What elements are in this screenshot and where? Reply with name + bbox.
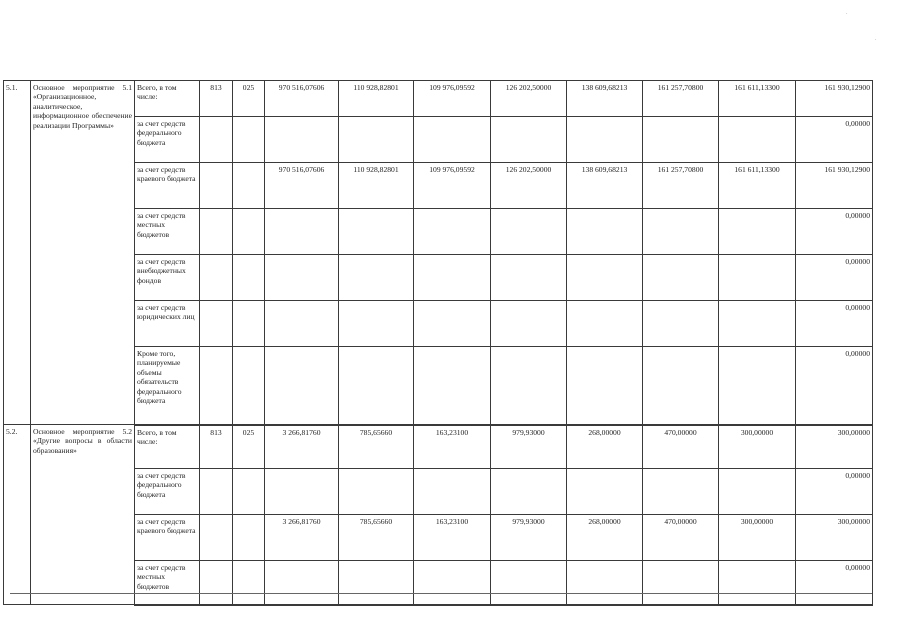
section-code (233, 255, 265, 301)
amount-cell (414, 301, 491, 347)
grbs-code: 813 (200, 425, 233, 469)
amount-cell: 161 257,70800 (643, 163, 719, 209)
amount-cell (567, 347, 643, 425)
bottom-rule (10, 593, 872, 594)
section-code (233, 117, 265, 163)
amount-cell (491, 255, 567, 301)
amount-cell: 126 202,50000 (491, 163, 567, 209)
amount-cell: 0,00000 (796, 117, 873, 163)
amount-cell (339, 469, 414, 515)
amount-cell (719, 347, 796, 425)
grbs-code: 813 (200, 81, 233, 117)
amount-cell (491, 469, 567, 515)
funding-source: Кроме того, планируемые объемы обязательств федерального бюджета (135, 347, 200, 425)
budget-table (3, 80, 873, 606)
amount-cell (265, 469, 339, 515)
amount-cell: 110 928,82801 (339, 81, 414, 117)
grbs-code (200, 255, 233, 301)
amount-cell: 163,23100 (414, 515, 491, 561)
amount-cell: 0,00000 (796, 469, 873, 515)
amount-cell: 470,00000 (643, 425, 719, 469)
amount-cell (643, 469, 719, 515)
amount-cell (339, 117, 414, 163)
amount-cell: 110 928,82801 (339, 163, 414, 209)
grbs-code (200, 561, 233, 605)
amount-cell (719, 117, 796, 163)
amount-cell (719, 209, 796, 255)
section-code (233, 469, 265, 515)
table-row (4, 469, 873, 515)
amount-cell: 979,93000 (491, 515, 567, 561)
amount-cell: 161 611,13300 (719, 81, 796, 117)
table-row (4, 515, 873, 561)
measure-description: Основное мероприятие 5.2 «Другие вопросы в области образования» (31, 425, 135, 605)
funding-source: за счет средств местных бюджетов (135, 209, 200, 255)
section-code (233, 209, 265, 255)
amount-cell (643, 255, 719, 301)
amount-cell: 161 930,12900 (796, 163, 873, 209)
amount-cell (643, 209, 719, 255)
funding-source: Всего, в том числе: (135, 81, 200, 117)
amount-cell (265, 347, 339, 425)
amount-cell (414, 255, 491, 301)
table-row (4, 81, 873, 117)
amount-cell: 109 976,09592 (414, 81, 491, 117)
amount-cell: 268,00000 (567, 515, 643, 561)
funding-source: за счет средств федерального бюджета (135, 469, 200, 515)
amount-cell (414, 209, 491, 255)
funding-source: за счет средств краевого бюджета (135, 515, 200, 561)
amount-cell: 300,00000 (719, 425, 796, 469)
section-code (233, 301, 265, 347)
amount-cell (414, 561, 491, 605)
amount-cell (265, 209, 339, 255)
amount-cell: 138 609,68213 (567, 81, 643, 117)
amount-cell: 161 611,13300 (719, 163, 796, 209)
amount-cell (265, 117, 339, 163)
scan-speck: . (846, 10, 848, 16)
grbs-code (200, 163, 233, 209)
table-row (4, 163, 873, 209)
table-row (4, 301, 873, 347)
section-code: 025 (233, 81, 265, 117)
table-row (4, 425, 873, 469)
amount-cell: 785,65660 (339, 515, 414, 561)
amount-cell (491, 561, 567, 605)
amount-cell (491, 209, 567, 255)
grbs-code (200, 515, 233, 561)
amount-cell (414, 347, 491, 425)
amount-cell: 970 516,07606 (265, 163, 339, 209)
amount-cell (339, 561, 414, 605)
section-code (233, 163, 265, 209)
amount-cell: 268,00000 (567, 425, 643, 469)
table-row (4, 255, 873, 301)
amount-cell (719, 469, 796, 515)
table-row (4, 117, 873, 163)
amount-cell: 161 930,12900 (796, 81, 873, 117)
scan-speck: . (875, 36, 877, 42)
amount-cell: 979,93000 (491, 425, 567, 469)
amount-cell: 785,65660 (339, 425, 414, 469)
amount-cell (265, 561, 339, 605)
amount-cell (643, 347, 719, 425)
amount-cell: 300,00000 (796, 425, 873, 469)
amount-cell (339, 255, 414, 301)
amount-cell (339, 301, 414, 347)
amount-cell (414, 117, 491, 163)
amount-cell (567, 209, 643, 255)
amount-cell (339, 347, 414, 425)
amount-cell (643, 117, 719, 163)
measure-number: 5.2. (4, 425, 31, 605)
funding-source: за счет средств федерального бюджета (135, 117, 200, 163)
funding-source: за счет средств юридических лиц (135, 301, 200, 347)
grbs-code (200, 117, 233, 163)
amount-cell: 300,00000 (796, 515, 873, 561)
amount-cell (567, 255, 643, 301)
amount-cell (491, 117, 567, 163)
amount-cell (265, 255, 339, 301)
amount-cell: 0,00000 (796, 347, 873, 425)
section-code: 025 (233, 425, 265, 469)
amount-cell (491, 301, 567, 347)
amount-cell (414, 469, 491, 515)
amount-cell (265, 301, 339, 347)
amount-cell: 0,00000 (796, 255, 873, 301)
grbs-code (200, 301, 233, 347)
section-code (233, 561, 265, 605)
funding-source: за счет средств местных бюджетов (135, 561, 200, 605)
amount-cell (339, 209, 414, 255)
amount-cell (719, 255, 796, 301)
amount-cell: 0,00000 (796, 209, 873, 255)
section-code (233, 515, 265, 561)
amount-cell (719, 561, 796, 605)
section-code (233, 347, 265, 425)
funding-source: Всего, в том числе: (135, 425, 200, 469)
measure-description: Основное мероприятие 5.1 «Организационное, аналитическое, информационное обеспечение реализации Программы» (31, 81, 135, 425)
amount-cell: 3 266,81760 (265, 515, 339, 561)
table-row (4, 209, 873, 255)
amount-cell: 470,00000 (643, 515, 719, 561)
amount-cell: 970 516,07606 (265, 81, 339, 117)
funding-source: за счет средств краевого бюджета (135, 163, 200, 209)
amount-cell (643, 561, 719, 605)
amount-cell (643, 301, 719, 347)
grbs-code (200, 347, 233, 425)
table-row (4, 347, 873, 425)
amount-cell: 0,00000 (796, 301, 873, 347)
grbs-code (200, 469, 233, 515)
amount-cell: 109 976,09592 (414, 163, 491, 209)
amount-cell (567, 301, 643, 347)
amount-cell: 161 257,70800 (643, 81, 719, 117)
funding-source: за счет средств внебюджетных фондов (135, 255, 200, 301)
amount-cell (491, 347, 567, 425)
amount-cell (567, 469, 643, 515)
amount-cell (567, 117, 643, 163)
amount-cell: 163,23100 (414, 425, 491, 469)
measure-number: 5.1. (4, 81, 31, 425)
amount-cell: 3 266,81760 (265, 425, 339, 469)
table-row (4, 561, 873, 605)
amount-cell (719, 301, 796, 347)
amount-cell: 0,00000 (796, 561, 873, 605)
amount-cell: 138 609,68213 (567, 163, 643, 209)
amount-cell: 126 202,50000 (491, 81, 567, 117)
grbs-code (200, 209, 233, 255)
amount-cell: 300,00000 (719, 515, 796, 561)
amount-cell (567, 561, 643, 605)
